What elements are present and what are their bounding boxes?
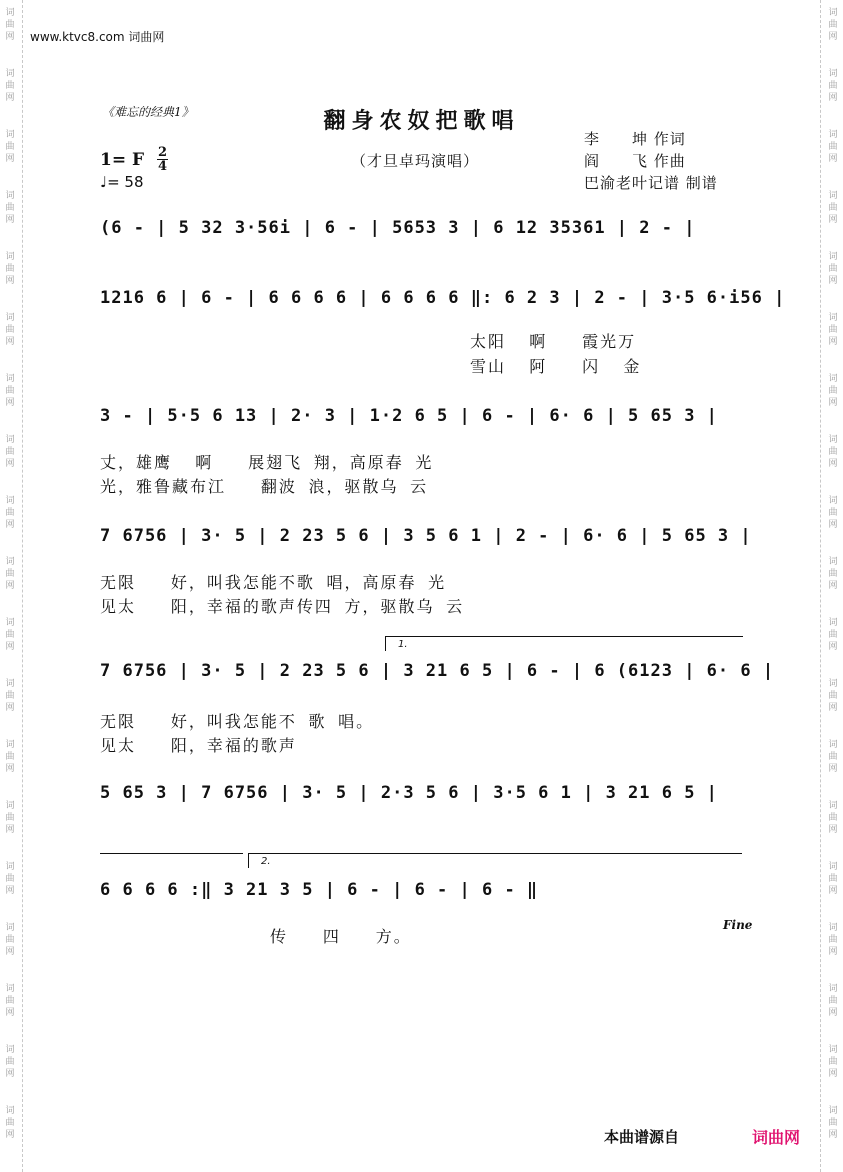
watermark-char: 网 xyxy=(5,1069,15,1079)
watermark-char: 曲 xyxy=(828,203,838,213)
watermark-char: 词 xyxy=(828,374,838,384)
watermark-char: 曲 xyxy=(828,813,838,823)
fine-marking: Fine xyxy=(723,918,753,932)
lyrics-line-2-verse-1: 太阳 啊 霞光万 xyxy=(470,332,637,351)
watermark-char: 曲 xyxy=(828,325,838,335)
watermark-char: 词 xyxy=(5,801,15,811)
watermark-char: 网 xyxy=(828,276,838,286)
watermark-char: 网 xyxy=(5,1130,15,1140)
watermark-char: 网 xyxy=(5,947,15,957)
watermark-char: 网 xyxy=(828,32,838,42)
watermark-char: 网 xyxy=(828,520,838,530)
watermark-char: 词 xyxy=(5,740,15,750)
watermark-char: 词 xyxy=(828,435,838,445)
watermark-char: 曲 xyxy=(828,508,838,518)
watermark-char: 网 xyxy=(828,764,838,774)
watermark-char: 网 xyxy=(5,93,15,103)
watermark-char: 曲 xyxy=(5,691,15,701)
lyrics-line-5-verse-1: 无限 好，叫我怎能不 歌 唱。 xyxy=(100,712,375,731)
watermark-char: 曲 xyxy=(5,264,15,274)
lyrics-line-3-verse-2: 光，雅鲁藏布江 翻波 浪，驱散乌 云 xyxy=(100,477,429,496)
watermark-char: 词 xyxy=(828,191,838,201)
site-header[interactable]: www.ktvc8.com 词曲网 xyxy=(30,30,165,44)
score-line-1: (6 - | 5 32 3·56i | 6 - | 5653 3 | 6 12 35361 | 2 - | xyxy=(100,218,696,238)
watermark-char: 曲 xyxy=(828,264,838,274)
lyrics-line-4-verse-2: 见太 阳，幸福的歌声传四 方，驱散乌 云 xyxy=(100,597,465,616)
first-ending-bracket xyxy=(385,636,743,651)
second-ending-bracket xyxy=(248,853,742,868)
watermark-char: 词 xyxy=(828,618,838,628)
watermark-char: 网 xyxy=(5,581,15,591)
watermark-char: 词 xyxy=(5,8,15,18)
watermark-char: 曲 xyxy=(828,935,838,945)
lyrics-line-4-verse-1: 无限 好，叫我怎能不歌 唱，高原春 光 xyxy=(100,573,447,592)
watermark-char: 词 xyxy=(5,1106,15,1116)
watermark-char: 曲 xyxy=(828,1118,838,1128)
watermark-char: 词 xyxy=(5,191,15,201)
watermark-char: 曲 xyxy=(5,20,15,30)
watermark-char: 曲 xyxy=(828,447,838,457)
watermark-char: 网 xyxy=(5,520,15,530)
watermark-char: 曲 xyxy=(828,1057,838,1067)
watermark-char: 词 xyxy=(828,801,838,811)
watermark-char: 曲 xyxy=(5,203,15,213)
watermark-char: 网 xyxy=(828,886,838,896)
watermark-char: 曲 xyxy=(828,874,838,884)
watermark-char: 网 xyxy=(828,642,838,652)
watermark-char: 曲 xyxy=(5,142,15,152)
singer-credit: （才旦卓玛演唱） xyxy=(351,152,480,170)
watermark-char: 曲 xyxy=(5,752,15,762)
watermark-char: 词 xyxy=(828,1045,838,1055)
watermark-char: 曲 xyxy=(5,996,15,1006)
watermark-char: 网 xyxy=(828,154,838,164)
transcriber-credit: 巴渝老叶记谱 制谱 xyxy=(584,174,718,192)
source-site-link[interactable]: 词曲网 xyxy=(752,1128,801,1147)
watermark-char: 曲 xyxy=(828,20,838,30)
watermark-char: 词 xyxy=(828,1106,838,1116)
score-line-6: 5 65 3 | 7 6756 | 3· 5 | 2·3 5 6 | 3·5 6 1 | 3 21 6 5 | xyxy=(100,783,718,803)
watermark-char: 网 xyxy=(5,642,15,652)
watermark-char: 曲 xyxy=(5,1118,15,1128)
watermark-char: 词 xyxy=(5,69,15,79)
watermark-char: 词 xyxy=(828,557,838,567)
score-line-3: 3 - | 5·5 6 13 | 2· 3 | 1·2 6 5 | 6 - | 6· 6 | 5 65 3 | xyxy=(100,406,718,426)
watermark-char: 网 xyxy=(828,1130,838,1140)
watermark-char: 曲 xyxy=(5,81,15,91)
watermark-char: 词 xyxy=(5,313,15,323)
watermark-char: 词 xyxy=(828,740,838,750)
watermark-char: 网 xyxy=(828,398,838,408)
second-ending-label: 2. xyxy=(261,856,271,867)
tempo-marking: ♩= 58 xyxy=(100,173,144,191)
watermark-char: 曲 xyxy=(828,691,838,701)
watermark-char: 网 xyxy=(828,93,838,103)
watermark-char: 曲 xyxy=(828,630,838,640)
watermark-char: 网 xyxy=(828,703,838,713)
watermark-char: 网 xyxy=(5,215,15,225)
watermark-char: 词 xyxy=(828,313,838,323)
watermark-char: 词 xyxy=(5,435,15,445)
composer-credit: 阎 飞 作曲 xyxy=(584,152,686,170)
watermark-char: 曲 xyxy=(5,874,15,884)
score-line-7: 6 6 6 6 :‖ 3 21 3 5 | 6 - | 6 - | 6 - ‖ xyxy=(100,880,539,900)
watermark-char: 词 xyxy=(5,984,15,994)
watermark-char: 曲 xyxy=(828,81,838,91)
watermark-char: 网 xyxy=(828,825,838,835)
watermark-char: 词 xyxy=(5,130,15,140)
watermark-char: 网 xyxy=(828,337,838,347)
watermark-char: 曲 xyxy=(828,142,838,152)
key-signature: 1= F xyxy=(100,150,145,170)
watermark-char: 曲 xyxy=(5,325,15,335)
watermark-char: 词 xyxy=(828,679,838,689)
watermark-char: 网 xyxy=(5,764,15,774)
watermark-char: 曲 xyxy=(828,752,838,762)
song-title: 翻身农奴把歌唱 xyxy=(323,109,520,134)
watermark-char: 词 xyxy=(828,8,838,18)
first-ending-bracket-continued xyxy=(100,853,243,868)
watermark-char: 词 xyxy=(828,130,838,140)
watermark-char: 词 xyxy=(828,496,838,506)
watermark-char: 词 xyxy=(5,374,15,384)
time-signature-top: 2 xyxy=(158,145,168,160)
watermark-char: 词 xyxy=(828,923,838,933)
first-ending-label: 1. xyxy=(398,639,408,650)
watermark-char: 网 xyxy=(828,1069,838,1079)
score-line-2: 1216 6 | 6 - | 6 6 6 6 | 6 6 6 6 ‖: 6 2 3 | 2 - | 3·5 6·i56 | xyxy=(100,288,786,308)
watermark-char: 曲 xyxy=(5,386,15,396)
album-name: 《难忘的经典1》 xyxy=(102,105,194,119)
watermark-char: 词 xyxy=(828,862,838,872)
watermark-char: 曲 xyxy=(5,935,15,945)
watermark-char: 词 xyxy=(5,923,15,933)
watermark-char: 网 xyxy=(828,947,838,957)
watermark-char: 网 xyxy=(5,1008,15,1018)
watermark-char: 词 xyxy=(828,984,838,994)
score-line-4: 7 6756 | 3· 5 | 2 23 5 6 | 3 5 6 1 | 2 - | 6· 6 | 5 65 3 | xyxy=(100,526,752,546)
watermark-char: 词 xyxy=(5,496,15,506)
lyrics-line-7: 传 四 方。 xyxy=(270,927,412,946)
lyrics-line-5-verse-2: 见太 阳，幸福的歌声 xyxy=(100,736,297,755)
watermark-char: 网 xyxy=(5,32,15,42)
watermark-char: 网 xyxy=(828,215,838,225)
watermark-char: 网 xyxy=(5,154,15,164)
watermark-char: 网 xyxy=(5,459,15,469)
lyrics-line-2-verse-2: 雪山 阿 闪 金 xyxy=(470,357,642,376)
watermark-char: 网 xyxy=(5,398,15,408)
watermark-char: 网 xyxy=(828,1008,838,1018)
watermark-char: 曲 xyxy=(828,569,838,579)
watermark-char: 词 xyxy=(828,252,838,262)
watermark-char: 词 xyxy=(5,862,15,872)
lyricist-credit: 李 坤 作词 xyxy=(584,130,686,148)
watermark-char: 曲 xyxy=(5,813,15,823)
watermark-char: 曲 xyxy=(5,1057,15,1067)
watermark-char: 曲 xyxy=(5,569,15,579)
source-label: 本曲谱源自 xyxy=(604,1128,680,1146)
time-signature xyxy=(157,146,168,173)
score-line-5: 7 6756 | 3· 5 | 2 23 5 6 | 3 21 6 5 | 6 - | 6 (6123 | 6· 6 | xyxy=(100,661,775,681)
watermark-char: 曲 xyxy=(828,996,838,1006)
watermark-char: 网 xyxy=(828,459,838,469)
watermark-char: 网 xyxy=(5,276,15,286)
watermark-char: 曲 xyxy=(5,508,15,518)
watermark-char: 词 xyxy=(5,557,15,567)
lyrics-line-3-verse-1: 丈，雄鹰 啊 展翅飞 翔，高原春 光 xyxy=(100,453,434,472)
watermark-char: 词 xyxy=(828,69,838,79)
watermark-char: 词 xyxy=(5,1045,15,1055)
watermark-char: 网 xyxy=(5,703,15,713)
watermark-char: 曲 xyxy=(5,447,15,457)
watermark-char: 曲 xyxy=(828,386,838,396)
watermark-char: 网 xyxy=(5,825,15,835)
watermark-char: 曲 xyxy=(5,630,15,640)
watermark-char: 网 xyxy=(5,886,15,896)
watermark-char: 词 xyxy=(5,618,15,628)
watermark-char: 网 xyxy=(828,581,838,591)
watermark-char: 词 xyxy=(5,679,15,689)
watermark-char: 词 xyxy=(5,252,15,262)
watermark-char: 网 xyxy=(5,337,15,347)
time-signature-bottom: 4 xyxy=(158,159,168,174)
